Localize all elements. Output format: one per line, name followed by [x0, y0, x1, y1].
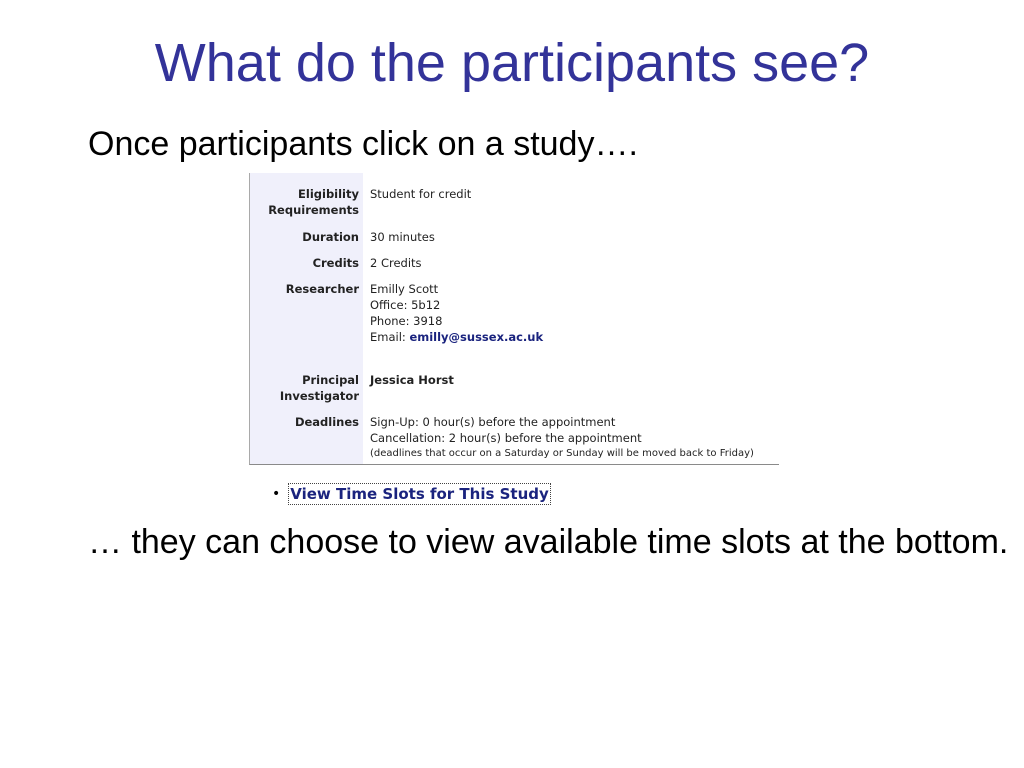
researcher-label: Researcher [285, 282, 359, 296]
view-time-slots-link[interactable]: View Time Slots for This Study [290, 485, 549, 503]
duration-label: Duration [302, 230, 359, 244]
researcher-email-prefix: Email: [370, 330, 410, 344]
intro-text: Once participants click on a study…. [88, 125, 638, 163]
slide-title: What do the participants see? [154, 33, 870, 93]
researcher-phone: Phone: 3918 [370, 314, 443, 328]
signup-deadline: Sign-Up: 0 hour(s) before the appointment [370, 415, 616, 429]
deadlines-label: Deadlines [294, 415, 359, 429]
principal-investigator-label [250, 372, 359, 404]
credits-value: 2 Credits [370, 256, 422, 270]
eligibility-label [250, 186, 359, 218]
credits-label: Credits [312, 256, 359, 270]
researcher-value [370, 281, 775, 345]
eligibility-value: Student for credit [370, 187, 472, 201]
researcher-email-link[interactable]: emilly@sussex.ac.uk [409, 330, 544, 344]
bullet-icon: • [272, 486, 281, 502]
study-details-panel [249, 173, 779, 465]
outro-text: … they can choose to view available time slots at the bottom. [88, 523, 1009, 561]
eligibility-label-line2: Requirements [268, 203, 359, 217]
eligibility-label-line1: Eligibility [298, 187, 359, 201]
cancellation-deadline: Cancellation: 2 hour(s) before the appointment [370, 431, 642, 445]
deadlines-value [370, 414, 775, 462]
researcher-email-line [370, 329, 775, 345]
principal-investigator-label-line2: Investigator [279, 389, 359, 403]
deadline-note: (deadlines that occur on a Saturday or Sunday will be moved back to Friday) [370, 448, 754, 459]
view-time-slots-item [272, 483, 551, 505]
researcher-name: Emilly Scott [370, 282, 439, 296]
principal-investigator-label-line1: Principal [302, 373, 359, 387]
principal-investigator-link[interactable]: Jessica Horst [370, 373, 454, 387]
researcher-office: Office: 5b12 [370, 298, 441, 312]
duration-value: 30 minutes [370, 230, 435, 244]
